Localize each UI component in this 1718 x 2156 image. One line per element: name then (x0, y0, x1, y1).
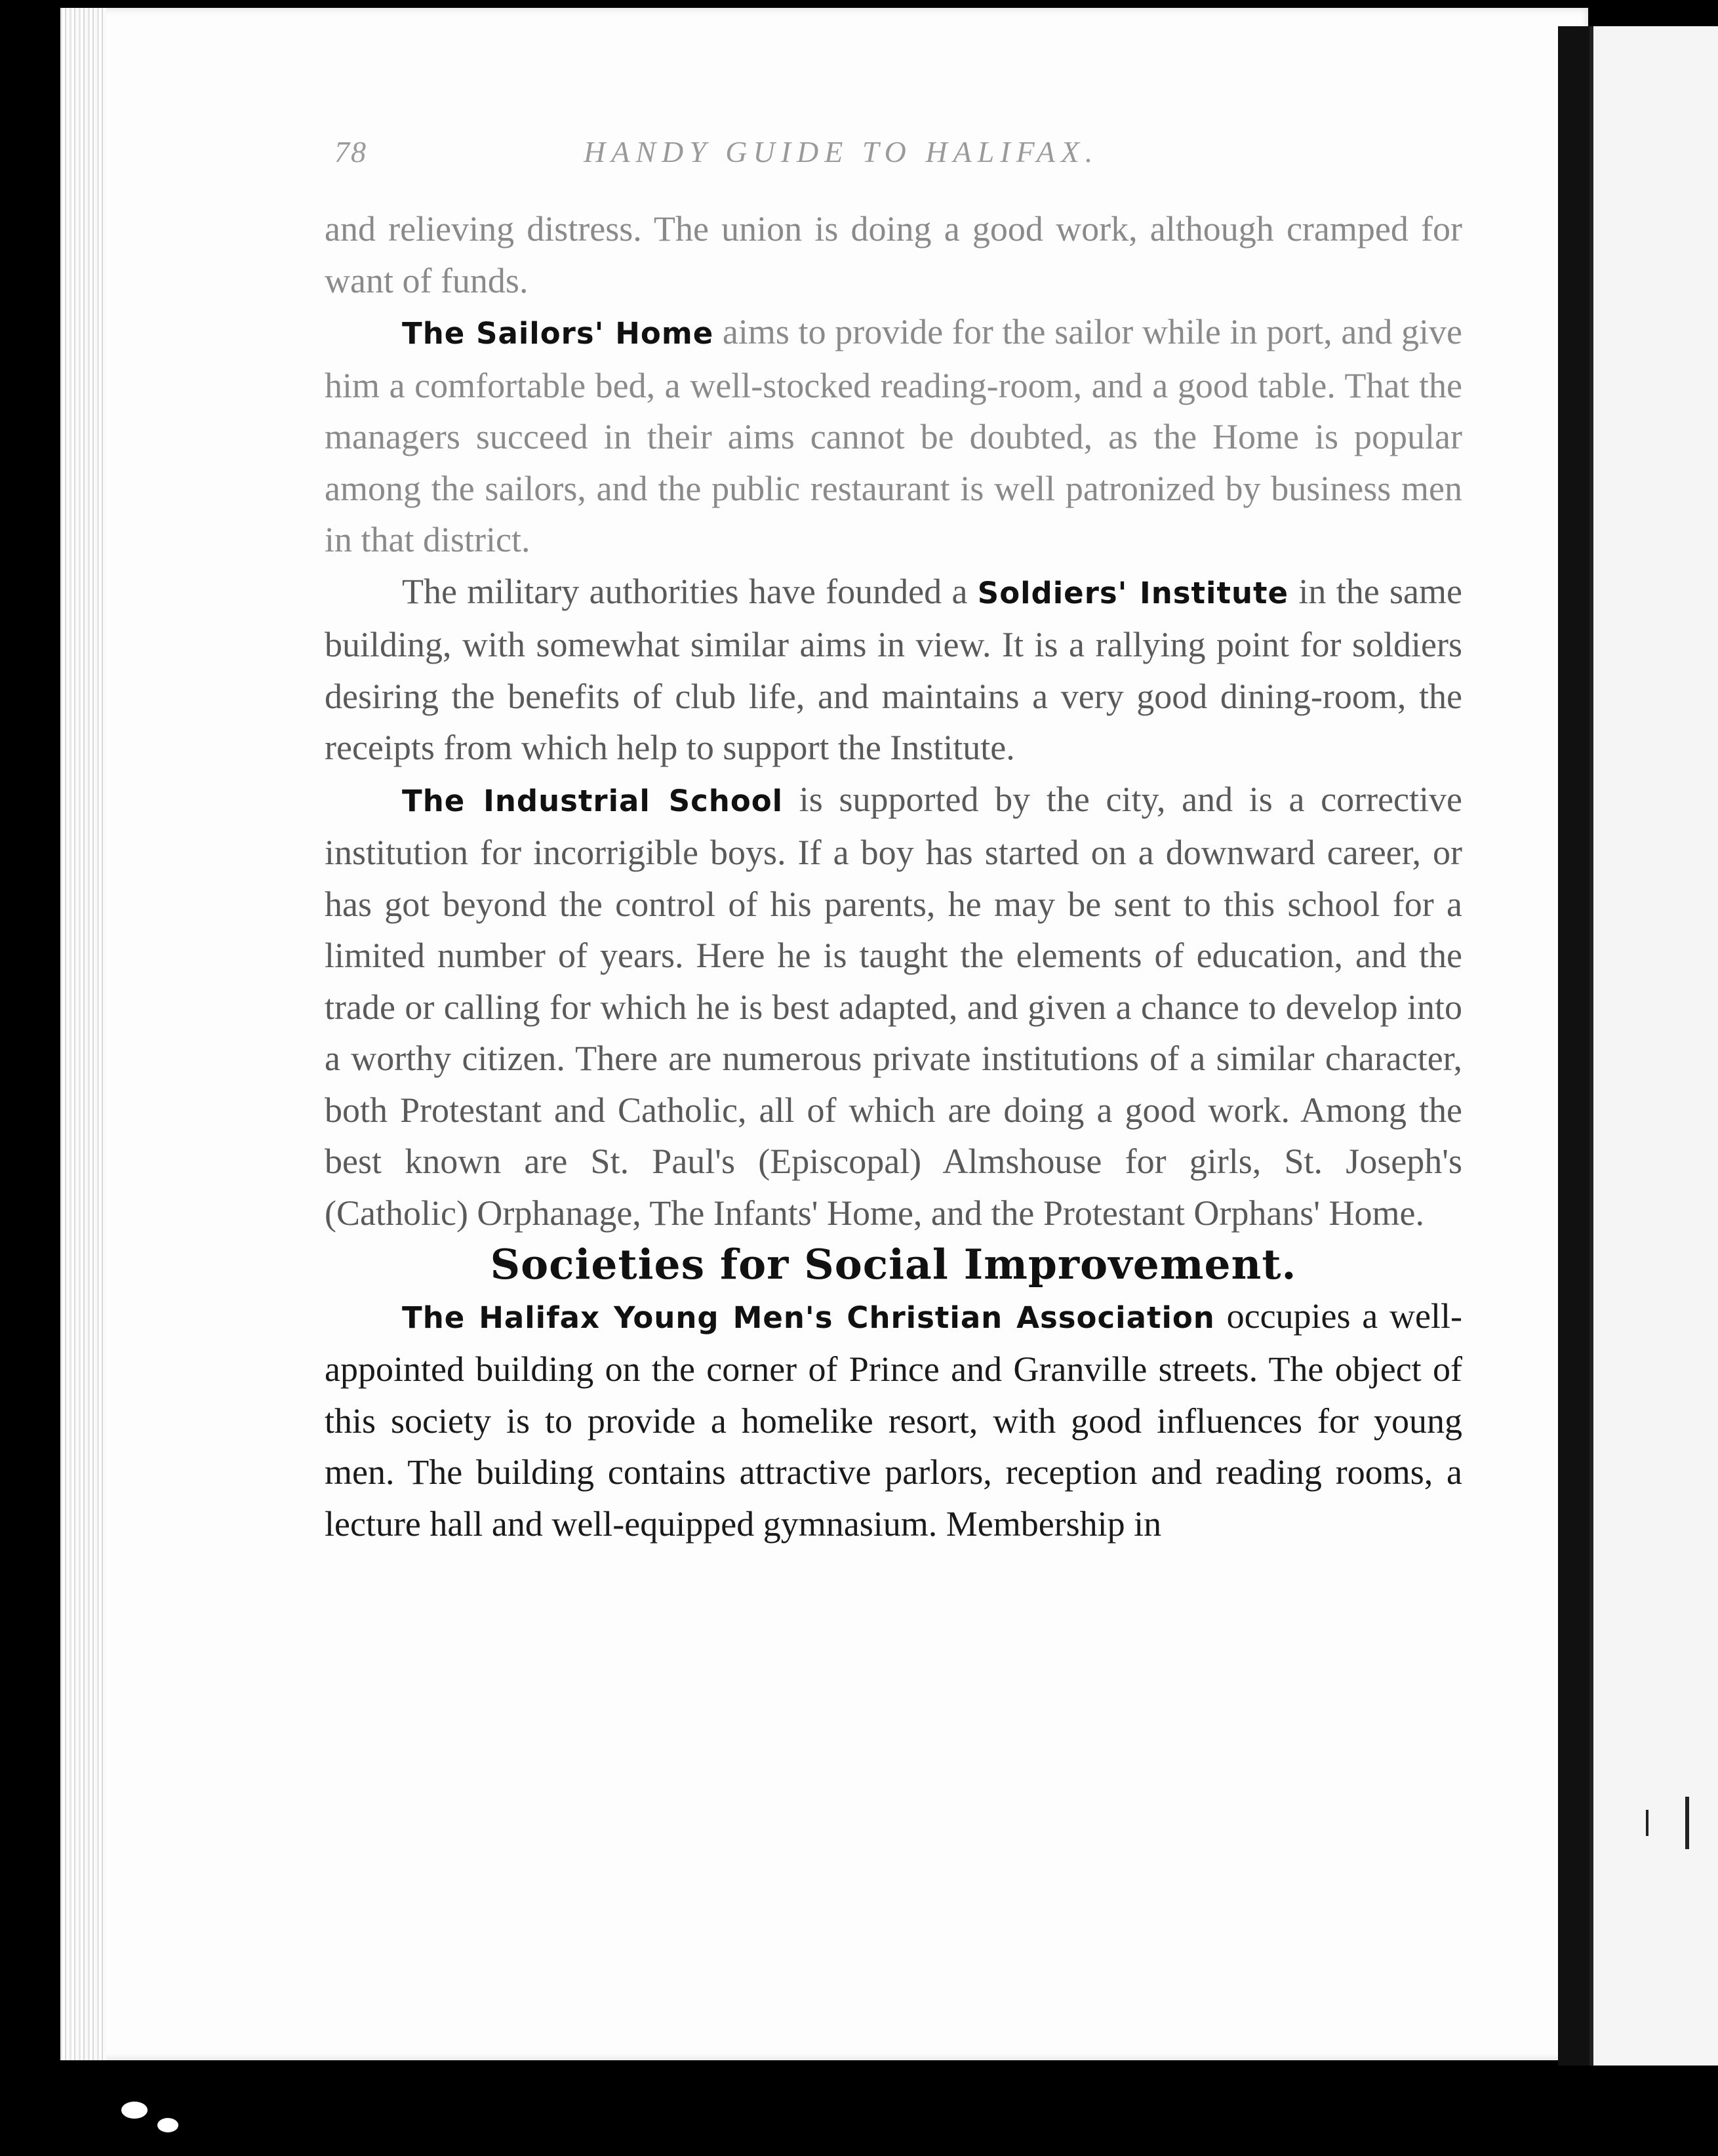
soldiers-institute-lead: The military authorities have founded a (402, 571, 978, 611)
facing-page-mark (1646, 1810, 1648, 1836)
soldiers-institute-heading: Soldiers' Institute (977, 575, 1289, 610)
ymca-heading: The Halifax Young Men's Christian Association (402, 1300, 1215, 1335)
section-heading: Societies for Social Improvement. (490, 1240, 1297, 1288)
paragraph-industrial-school (325, 774, 1462, 1239)
scan-artifact (157, 2118, 178, 2132)
paragraph-ymca (325, 1290, 1462, 1550)
sailors-home-text: aims to provide for the sailor while in port, and give him a comfortable bed, a well-stocked reading-room, and a good table. That the managers succeed in their aims cannot be doubted, as the Home is popular among the sailors, and the public restaurant is well patronized by business men in that district. (325, 312, 1462, 559)
industrial-school-text: is supported by the city, and is a corrective institution for incorrigible boys. If a boy has started on a downward career, or has got beyond the control of his parents, he may be sent to this school for a limited number of years. Here he is taught the elements of education, and the trade or calling for which he is best adapted, and given a chance to develop into a worthy citizen. There are numerous private institutions of a similar character, both Protestant and Catholic, all of which are doing a good work. Among the best known are St. Paul's (Episcopal) Almshouse for girls, St. Joseph's (Catholic) Orphanage, The Infants' Home, and the Protestant Orphans' Home. (325, 779, 1462, 1233)
book-gutter (1558, 26, 1589, 2066)
page-edge (60, 8, 106, 2060)
sailors-home-heading: The Sailors' Home (402, 316, 714, 351)
scan-artifact (121, 2102, 148, 2119)
paragraph-union: and relieving distress. The union is doing a good work, although cramped for want of funds. (325, 209, 1462, 300)
facing-page-mark (1685, 1797, 1689, 1849)
page-number: 78 (334, 135, 367, 169)
ymca-text: occupies a well-appointed building on the corner of Prince and Granville streets. The object of this society is to provide a homelike resort, with good influences for young men. The building contains attractive parlors, reception and reading rooms, a lecture hall and well-equipped gymnasium. Membership in (325, 1296, 1462, 1544)
page-body (325, 203, 1462, 1549)
running-header (334, 134, 1462, 174)
soldiers-institute-text: in the same building, with somewhat similar aims in view. It is a rallying point for soldiers desiring the benefits of club life, and maintains a very good dining-room, the receipts from which help to support the Institute. (325, 571, 1462, 767)
running-title: HANDY GUIDE TO HALIFAX. (584, 135, 1099, 169)
paragraph-soldiers-institute (325, 566, 1462, 774)
industrial-school-heading: The Industrial School (402, 783, 784, 818)
paragraph-sailors-home (325, 306, 1462, 566)
facing-page-edge (1589, 26, 1718, 2066)
